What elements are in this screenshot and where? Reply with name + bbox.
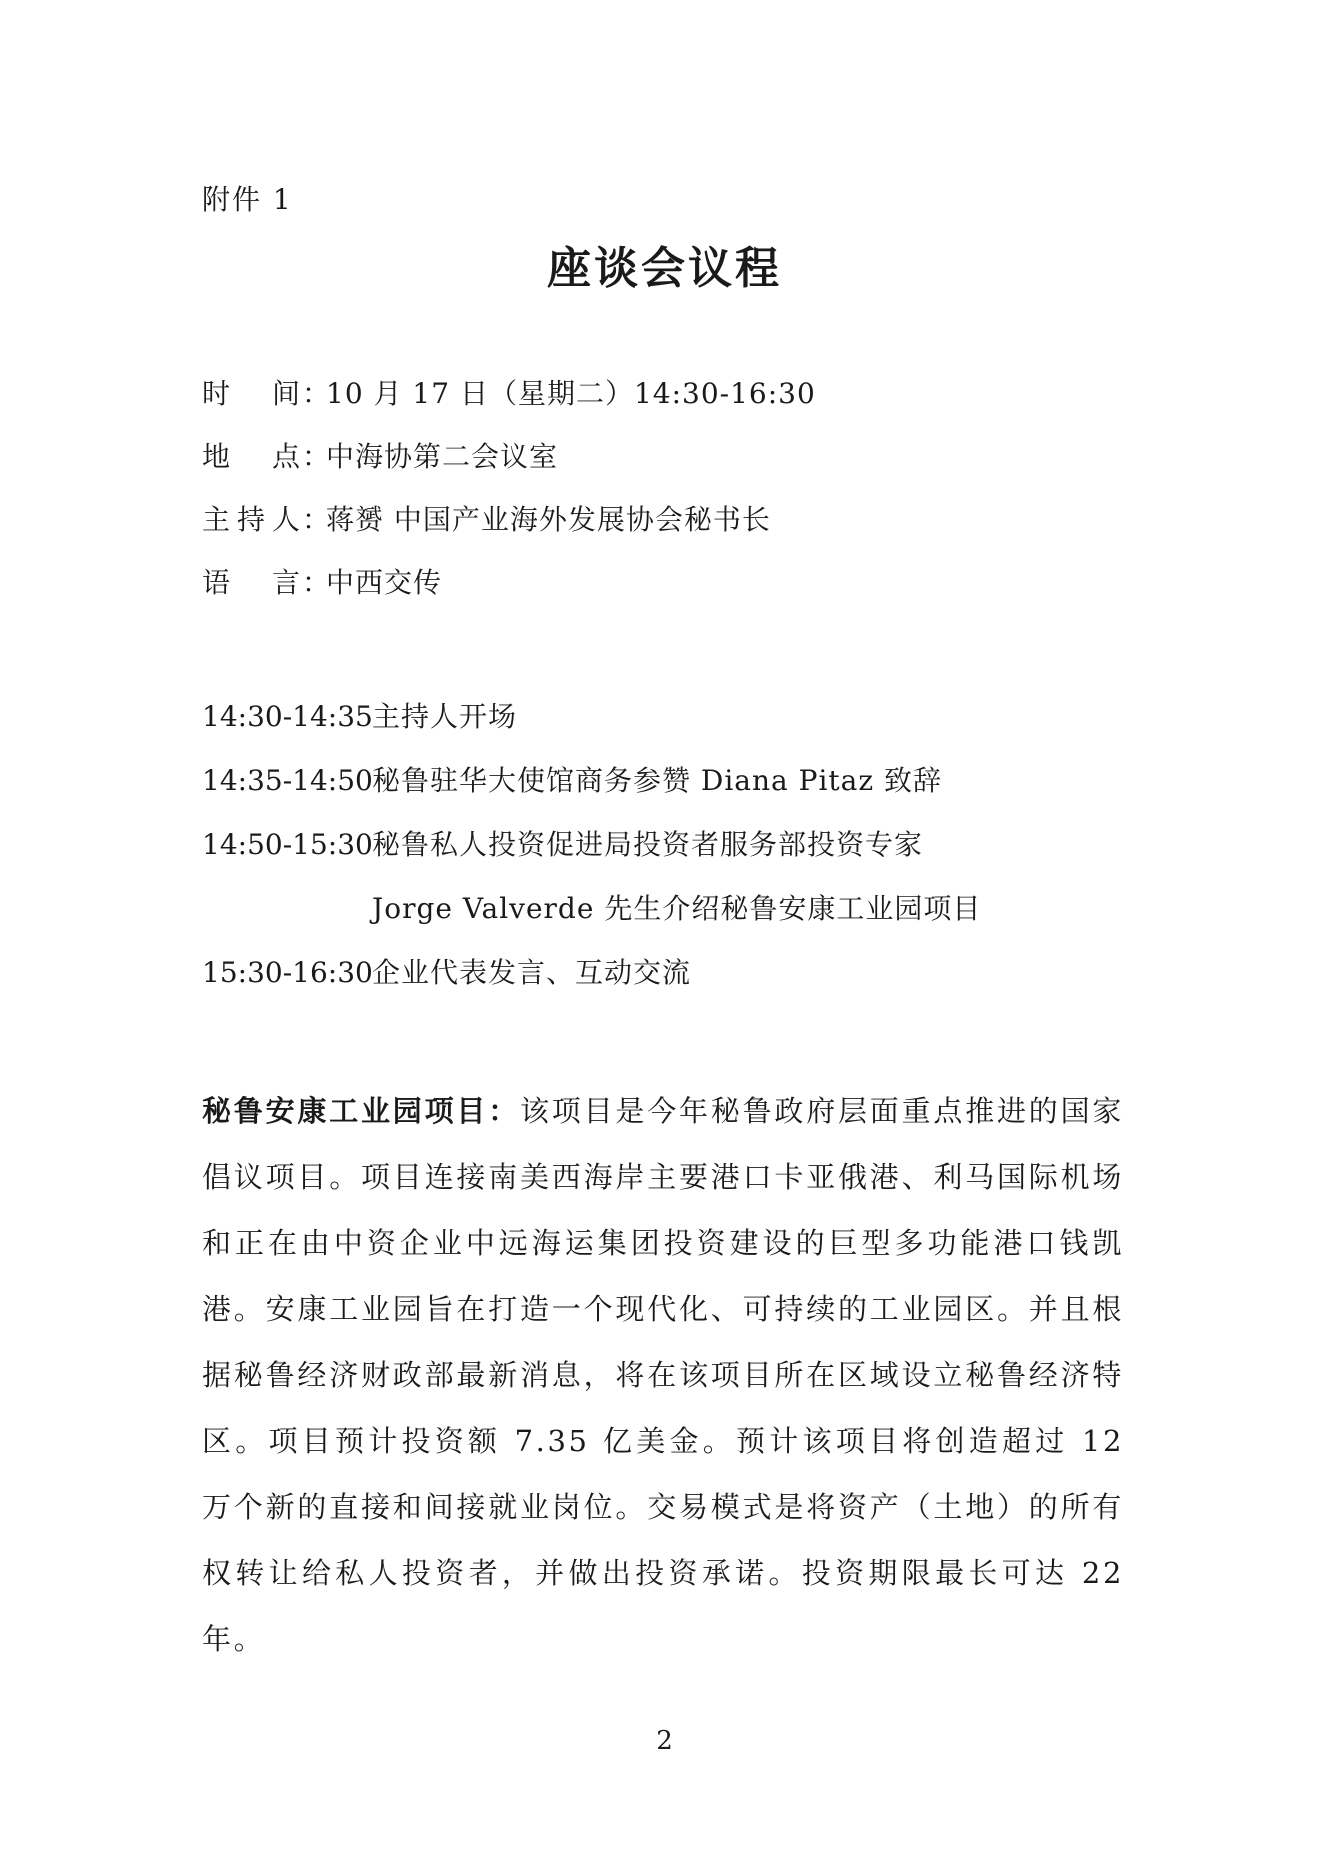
attachment-label: 附件 1 xyxy=(202,183,293,216)
info-label: 地点 xyxy=(202,440,302,473)
project-body: 该项目是今年秘鲁政府层面重点推进的国家倡议项目。项目连接南美西海岸主要港口卡亚俄港、利马国际机场和正在由中资企业中远海运集团投资建设的巨型多功能港口钱凯港。安康工业园旨在打造一个现代化、可持续的工业园区。并且根据秘鲁经济财政部最新消息，将在该项目所在区域设立秘鲁经济特区。项目预计投资额 7.35 亿美金。预计该项目将创造超过 12 万个新的直接和间接就业岗位。交易模式是将资产（土地）的所有权转让给私人投资者，并做出投资承诺。投资期限最长可达 22 年。 xyxy=(202,1094,1124,1656)
info-row-location xyxy=(202,437,1162,500)
agenda-item xyxy=(202,761,1162,825)
agenda-desc: 主持人开场 xyxy=(372,700,518,733)
agenda-desc: 秘鲁驻华大使馆商务参赞 Diana Pitaz 致辞 xyxy=(372,764,943,797)
project-lead: 秘鲁安康工业园项目： xyxy=(202,1094,520,1128)
info-row-language xyxy=(202,563,1162,626)
info-colon: ： xyxy=(302,377,331,410)
agenda-time: 15:30-16:30 xyxy=(202,956,373,989)
agenda-time: 14:50-15:30 xyxy=(202,828,373,861)
page-title: 座谈会议程 xyxy=(547,243,782,294)
info-value: 中海协第二会议室 xyxy=(326,440,559,473)
info-label: 语言 xyxy=(202,566,302,599)
project-description xyxy=(202,1078,1124,1672)
info-value: 蒋赟 中国产业海外发展协会秘书长 xyxy=(326,503,771,536)
agenda-desc-block xyxy=(372,825,981,929)
agenda-desc: 企业代表发言、互动交流 xyxy=(372,956,692,989)
agenda-list xyxy=(202,697,1162,1017)
info-label: 时间 xyxy=(202,377,302,410)
agenda-desc: 秘鲁私人投资促进局投资者服务部投资专家 xyxy=(372,828,924,861)
meeting-info xyxy=(202,374,1162,626)
agenda-time: 14:30-14:35 xyxy=(202,700,373,733)
agenda-item xyxy=(202,697,1162,761)
agenda-item xyxy=(202,953,1162,1017)
info-value: 中西交传 xyxy=(326,566,443,599)
agenda-item xyxy=(202,825,1162,953)
info-colon: ： xyxy=(302,440,331,473)
info-colon: ： xyxy=(302,503,331,536)
info-colon: ： xyxy=(302,566,331,599)
page-number: 2 xyxy=(656,1726,673,1756)
info-label: 主持人 xyxy=(202,503,302,536)
info-value: 10 月 17 日（星期二）14:30-16:30 xyxy=(326,377,816,410)
agenda-time: 14:35-14:50 xyxy=(202,764,373,797)
info-row-host xyxy=(202,500,1162,563)
agenda-desc-continued: Jorge Valverde 先生介绍秘鲁安康工业园项目 xyxy=(372,892,982,925)
info-row-time xyxy=(202,374,1162,437)
